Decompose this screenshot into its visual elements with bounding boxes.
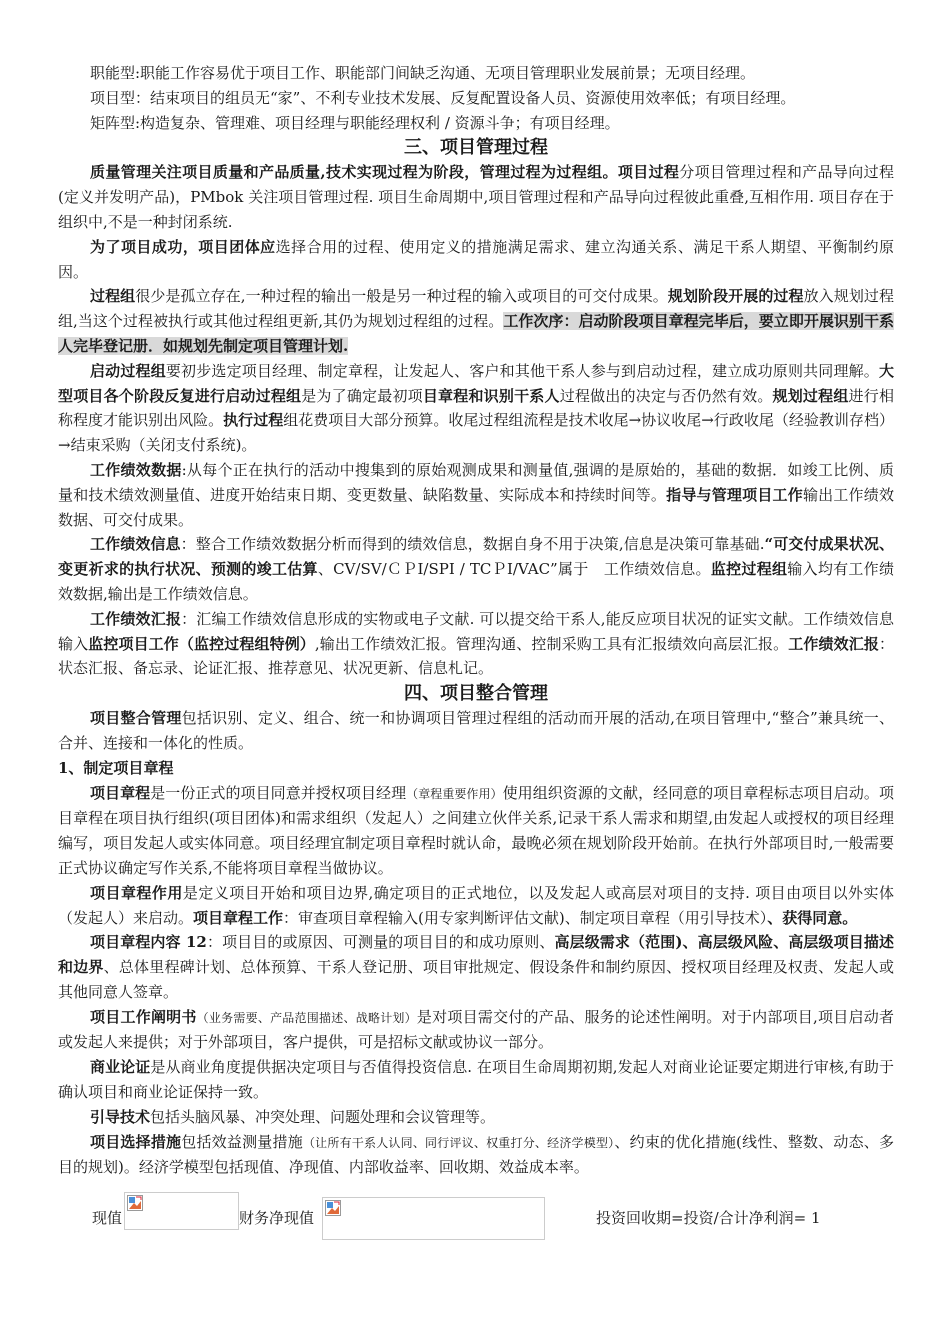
- body-text: ,输出工作绩效汇报。管理沟通、控制采购工具有汇报绩效向高层汇报。: [314, 634, 789, 653]
- bold-text: 目章程和识别干系人: [422, 386, 560, 405]
- body-text: ：项目目的或原因、可测量的项目目的和成功原则、: [206, 933, 555, 952]
- bold-text: 质量管理关注项目质量和产品质量,技术实现过程为阶段，管理过程为过程组。: [90, 163, 618, 182]
- bold-text: 项目整合管理: [90, 709, 182, 728]
- small-note: （业务需要、产品范围描述、战略计划）: [196, 1010, 417, 1025]
- paragraph-charter-content: [58, 930, 894, 1004]
- payback-period-formula: 投资回收期=投资/合计净利润= 1: [596, 1209, 821, 1228]
- bold-text: “可交付成果状况、变更祈求的执行状况、预测的竣工估算: [58, 535, 894, 579]
- body-text: 要初步选定项目经理、制定章程，让发起人、客户和其他干系人参与到启动过程，建立成功原则共同理解。: [165, 361, 879, 380]
- paragraph-charter-role: [58, 881, 894, 931]
- body-text: ：状态汇报、备忘录、论证汇报、推荐意见、状况更新、信息札记。: [58, 634, 894, 678]
- org-type-functional: 职能型:职能工作容易优于项目工作、职能部门间缺乏沟通、无项目管理职业发展前景；无项目经理。: [90, 64, 756, 82]
- bold-text: 为了项目成功，项目团体应: [90, 237, 276, 256]
- paragraph-work-performance-reports: [58, 607, 894, 681]
- body-text: 、CV/SV/ＣＰI/SPI / TCＰI/VAC”属于 工作绩效信息。: [317, 560, 711, 579]
- broken-image-icon: [325, 1200, 341, 1216]
- body-text: 、总体里程碑计划、总体预算、干系人登记册、项目审批规定、假设条件和制约原因、授权项目经理及权责、发起人或其他同意人签章。: [58, 958, 894, 1001]
- paragraph-business-case: [58, 1055, 894, 1105]
- bold-text: 项目章程内容 12: [90, 933, 207, 952]
- bold-text: 高层级需求（范围)、高层级风险、高层级项目描述和边界: [58, 933, 894, 977]
- body-text: 包括识别、定义、组合、统一和协调项目管理过程组的活动而开展的活动,在项目管理中,“整合”兼具统一、合并、连接和一体化的性质。: [58, 709, 894, 752]
- body-text: 包括效益测量措施: [181, 1132, 303, 1151]
- bold-text: 工作绩效汇报: [788, 634, 879, 653]
- body-text: 是定义项目开始和项目边界,确定项目的正式地位，以及发起人或高层对项目的支持. 项目由项目以外实体（发起人）来启动。: [58, 883, 894, 927]
- bold-text: 商业论证: [90, 1058, 151, 1077]
- body-text: ：汇编工作绩效信息形成的实物或电子文献. 可以提交给干系人,能反应项目状况的证实文献。工作绩效信息输入: [58, 609, 894, 653]
- paragraph-integration-management: [58, 706, 894, 756]
- body-text: 过程做出的决定与否仍然有效。: [559, 386, 773, 405]
- body-text: 进行相称程度才能识别出风险。: [58, 386, 894, 430]
- body-text: ：整合工作绩效数据分析而得到的绩效信息，数据自身不用于决策,信息是决策可靠基础.: [180, 535, 765, 554]
- npv-formula-image: [322, 1197, 545, 1240]
- paragraph-work-performance-info: [58, 532, 894, 606]
- bold-text: 规划过程组: [772, 386, 849, 405]
- bold-text: 工作绩效信息: [90, 535, 181, 554]
- paragraph-project-charter: [58, 781, 894, 881]
- body-text: 分项目管理过程和产品导向过程(定义并发明产品)，PMbok 关注项目管理过程. 项目生命周期中,项目管理过程和产品导向过程彼此重叠,互相作用. 项目存在于组织中,不是一种封闭系统.: [58, 163, 894, 231]
- bold-text: 指导与管理项目工作: [666, 485, 803, 504]
- present-value-formula-image: [124, 1192, 239, 1230]
- subsection-heading-charter: 1、制定项目章程: [58, 758, 174, 777]
- body-text: 是对项目需交付的产品、服务的论述性阐明。对于内部项目,项目启动者或发起人来提供；对于外部项目，客户提供，可是招标文献或协议一部分。: [58, 1007, 894, 1052]
- formula-row: [58, 1186, 894, 1236]
- paragraph-statement-of-work: [58, 1005, 894, 1056]
- org-type-matrix: 矩阵型:构造复杂、管理难、项目经理与职能经理权利 / 资源斗争；有项目经理。: [90, 113, 620, 132]
- body-text: 是一份正式的项目同意并授权项目经理: [150, 783, 407, 802]
- body-text: 选择合用的过程、使用定义的措施满足需求、建立沟通关系、满足干系人期望、平衡制约原因。: [58, 237, 894, 281]
- bold-text: 规划阶段开展的过程: [667, 287, 804, 306]
- bold-text: 大型项目各个阶段反复进行启动过程组: [58, 361, 894, 405]
- bold-text: 启动过程组: [90, 361, 166, 380]
- bold-text: 监控项目工作（监控过程组特例）: [88, 634, 315, 653]
- bold-text: 项目工作阐明书: [90, 1007, 197, 1026]
- body-text: 组花费项目大部分预算。收尾过程组流程是技术收尾→协议收尾→行政收尾（经验教训存档）→结束采购（关闭支付系统)。: [58, 411, 894, 455]
- paragraph-initiating-group: [58, 359, 894, 458]
- document-body: [58, 61, 894, 1236]
- body-text: 输出工作绩效数据、可交付成果。: [58, 485, 894, 529]
- section-heading-integration: 四、项目整合管理: [404, 683, 548, 705]
- paragraph-work-performance-data: [58, 458, 894, 532]
- body-text: 放入规划过程组,当这个过程被执行或其他过程组更新,其仍为规划过程组的过程。: [58, 287, 894, 331]
- small-note: （让所有干系人认同、同行评议、权重打分、经济学模型）: [302, 1135, 615, 1150]
- body-text: 包括头脑风暴、冲突处理、问题处理和会议管理等。: [150, 1107, 496, 1126]
- body-text: 很少是孤立存在,一种过程的输出一般是另一种过程的输入或项目的可交付成果。: [135, 287, 668, 306]
- present-value-label: 现值: [92, 1209, 123, 1228]
- bold-text: 监控过程组: [710, 560, 788, 579]
- bold-text: 工作绩效数据: [90, 460, 182, 479]
- body-text: 、约束的优化措施(线性、整数、动态、多目的规划)。经济学模型包括现值、净现值、内部收益率、回收期、效益成本率。: [58, 1132, 894, 1177]
- body-text: :从每个正在执行的活动中搜集到的原始观测成果和测量值,强调的是原始的，基础的数据．如竣工比例、质量和技术绩效测量值、进度开始结束日期、变更数量、缺陷数量、实际成本和持续时间等。: [58, 460, 894, 504]
- bold-text: 工作绩效汇报: [90, 609, 182, 628]
- small-note: （章程重要作用）: [406, 786, 503, 801]
- body-text: 是从商业角度提供据决定项目与否值得投资信息. 在项目生命周期初期,发起人对商业论证要定期进行审核,有助于确认项目和商业论证保持一致。: [58, 1058, 894, 1102]
- body-text: 输入均有工作绩效数据,输出是工作绩效信息。: [58, 560, 894, 603]
- body-text: 是为了确定最初项: [301, 386, 423, 405]
- bold-text: 项目章程作用: [90, 883, 183, 902]
- npv-label: 财务净现值: [239, 1209, 315, 1228]
- paragraph-project-success: [58, 235, 894, 285]
- bold-text: 过程组: [90, 287, 136, 306]
- broken-image-icon: [127, 1195, 143, 1211]
- bold-text: 执行过程: [223, 411, 284, 430]
- bold-text: 项目过程: [617, 163, 680, 182]
- paragraph-selection-methods: [58, 1130, 894, 1181]
- paragraph-facilitation: [58, 1105, 894, 1130]
- bold-text: 引导技术: [90, 1107, 151, 1126]
- body-text: ：审查项目章程输入(用专家判断评估文献)、制定项目章程（用引导技术）: [283, 908, 768, 927]
- bold-text: 项目选择措施: [90, 1132, 182, 1151]
- org-type-project: 项目型：结束项目的组员无“家”、不利专业技术发展、反复配置设备人员、资源使用效率低；有项目经理。: [90, 88, 796, 107]
- paragraph-process-groups: [58, 284, 894, 358]
- bold-text: 、获得同意。: [767, 908, 858, 927]
- paragraph-quality-management: [58, 160, 894, 234]
- bold-text: 项目章程工作: [193, 908, 284, 927]
- section-heading-process: 三、项目管理过程: [404, 137, 548, 159]
- body-text: 使用组织资源的文献，经同意的项目章程标志项目启动。项目章程在项目执行组织(项目团体)和需求组织（发起人）之间建立伙伴关系,记录干系人需求和期望,由发起人或授权的项目经理编写，项目发起人或实体同意。项目经理宜制定项目章程时就认命，最晚必须在规划阶段开始前。在执行外部项目时,一般需要正式协议确定写作关系,不能将项目章程当做协议。: [58, 783, 894, 877]
- highlighted-text: 工作次序：启动阶段项目章程完毕后，要立即开展识别干系人完毕登记册．如规划先制定项目管理计划.: [58, 312, 894, 355]
- bold-text: 项目章程: [90, 783, 151, 802]
